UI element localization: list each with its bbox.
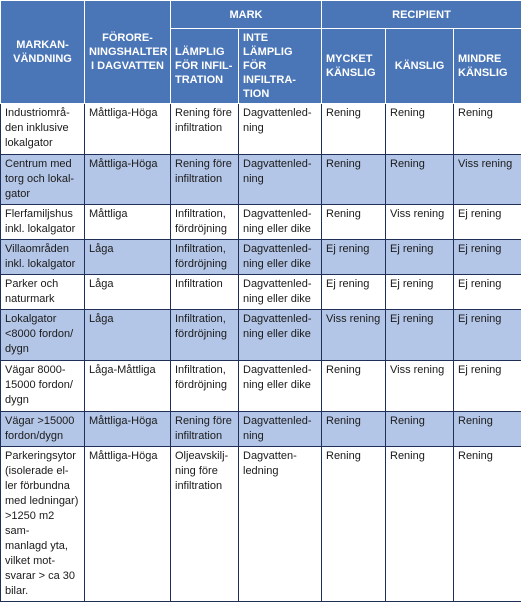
- table-cell: Dagvattenled- ning: [239, 412, 322, 447]
- table-cell: Måttliga-Höga: [85, 104, 171, 155]
- table-cell: Måttliga-Höga: [85, 447, 171, 602]
- table-cell: Låga: [85, 275, 171, 310]
- table-cell: Måttliga-Höga: [85, 412, 171, 447]
- table-cell: Rening: [322, 104, 386, 155]
- table-cell: Ej rening: [322, 240, 386, 275]
- header-mindre-kanslig: [454, 29, 521, 104]
- table-cell: Ej rening: [386, 240, 454, 275]
- table-cell: Dagvattenled- ning eller dike: [239, 240, 322, 275]
- header-mycket-kanslig-label: MYCKET KÄNSLIG: [326, 53, 376, 79]
- table-cell: Rening: [322, 205, 386, 240]
- table-cell: Rening: [454, 104, 521, 155]
- table-cell: Ej rening: [454, 361, 521, 412]
- table-cell: Rening: [386, 104, 454, 155]
- table-cell: Ej rening: [454, 205, 521, 240]
- table-cell: Centrum med torg och lokal- gator: [1, 155, 85, 205]
- table-row: [1, 412, 521, 447]
- header-mark-label: MARK: [230, 9, 263, 21]
- table-row: [1, 447, 521, 602]
- table-cell: Rening före infiltration: [171, 155, 239, 205]
- table-cell: Infiltration, fördröjning: [171, 310, 239, 361]
- table-cell: Parker och naturmark: [1, 275, 85, 310]
- table-cell: Oljeavskilj- ning före infiltration: [171, 447, 239, 602]
- table-cell: Dagvattenled- ning: [239, 104, 322, 155]
- table-cell: Viss rening: [454, 155, 521, 205]
- table-cell: Viss rening: [322, 310, 386, 361]
- table-cell: Lokalgator <8000 fordon/ dygn: [1, 310, 85, 361]
- table-cell: Vägar 8000- 15000 fordon/ dygn: [1, 361, 85, 412]
- table-row: [1, 361, 521, 412]
- table-cell: Flerfamiljshus inkl. lokalgator: [1, 205, 85, 240]
- table-cell: Rening: [322, 412, 386, 447]
- header-markanvandning: [1, 1, 85, 104]
- table-row: [1, 240, 521, 275]
- table-cell: Dagvattenled- ning eller dike: [239, 361, 322, 412]
- table-cell: Ej rening: [454, 310, 521, 361]
- header-fororeningshalter: [85, 1, 171, 104]
- table-cell: Dagvattenled- ning eller dike: [239, 205, 322, 240]
- header-kanslig-label: KÄNSLIG: [395, 60, 445, 72]
- table-cell: Rening: [322, 447, 386, 602]
- table-cell: Låga-Måttliga: [85, 361, 171, 412]
- header-mycket-kanslig: [322, 29, 386, 104]
- table-cell: Rening: [386, 412, 454, 447]
- table-cell: Ej rening: [386, 310, 454, 361]
- table-row: [1, 155, 521, 205]
- header-recipient-label: RECIPIENT: [392, 9, 451, 21]
- table-cell: Dagvatten- ledning: [239, 447, 322, 602]
- header-kanslig: [386, 29, 454, 104]
- table-cell: Infiltration: [171, 275, 239, 310]
- header-lamplig-label: LÄMPLIG FÖR INFIL- TRATION: [175, 46, 232, 86]
- table-cell: Låga: [85, 240, 171, 275]
- header-inte-lamplig-label: INTE LÄMPLIG FÖR INFILTRA- TION: [243, 32, 296, 100]
- table-cell: Villaområden inkl. lokalgator: [1, 240, 85, 275]
- table-cell: Infiltration, fördröjning: [171, 205, 239, 240]
- table-cell: Viss rening: [386, 205, 454, 240]
- header-mark: [171, 1, 322, 29]
- table-cell: Dagvattenled- ning eller dike: [239, 275, 322, 310]
- table-cell: Dagvattenled- ning eller dike: [239, 310, 322, 361]
- table-row: [1, 275, 521, 310]
- table-cell: Rening före infiltration: [171, 412, 239, 447]
- header-fororeningshalter-label: FÖRORE- NINGSHALTER I DAGVATTEN: [89, 32, 168, 72]
- table-row: [1, 310, 521, 361]
- table-cell: Ej rening: [322, 275, 386, 310]
- table-cell: Rening: [322, 361, 386, 412]
- table-cell: Måttliga: [85, 205, 171, 240]
- table-cell: Rening före infiltration: [171, 104, 239, 155]
- table-cell: Rening: [386, 447, 454, 602]
- table-cell: Infiltration, fördröjning: [171, 361, 239, 412]
- table-cell: Dagvattenled- ning: [239, 155, 322, 205]
- table-cell: Ej rening: [454, 275, 521, 310]
- header-inte-lamplig: [239, 29, 322, 104]
- table-cell: Rening: [454, 447, 521, 602]
- table-cell: Industriområ- den inklusive lokalgator: [1, 104, 85, 155]
- table-row: [1, 104, 521, 155]
- table-cell: Låga: [85, 310, 171, 361]
- table-cell: Vägar >15000 fordon/dygn: [1, 412, 85, 447]
- table-cell: Rening: [454, 412, 521, 447]
- table-cell: Ej rening: [454, 240, 521, 275]
- table-cell: Ej rening: [386, 275, 454, 310]
- header-recipient: [322, 1, 521, 29]
- table-cell: Parkeringsytor (isolerade el- ler förbundna med ledningar) >1250 m2 sam- manlagd yta, vilket mot- svarar > ca 30 bilar.: [1, 447, 85, 602]
- table-cell: Rening: [386, 155, 454, 205]
- table-cell: Infiltration, fördröjning: [171, 240, 239, 275]
- table-row: [1, 205, 521, 240]
- header-lamplig: [171, 29, 239, 104]
- table-cell: Måttliga-Höga: [85, 155, 171, 205]
- table-cell: Rening: [322, 155, 386, 205]
- table-cell: Viss rening: [386, 361, 454, 412]
- header-markanvandning-label: MARKAN- VÄNDNING: [13, 39, 72, 65]
- header-mindre-kanslig-label: MINDRE KÄNSLIG: [458, 53, 508, 79]
